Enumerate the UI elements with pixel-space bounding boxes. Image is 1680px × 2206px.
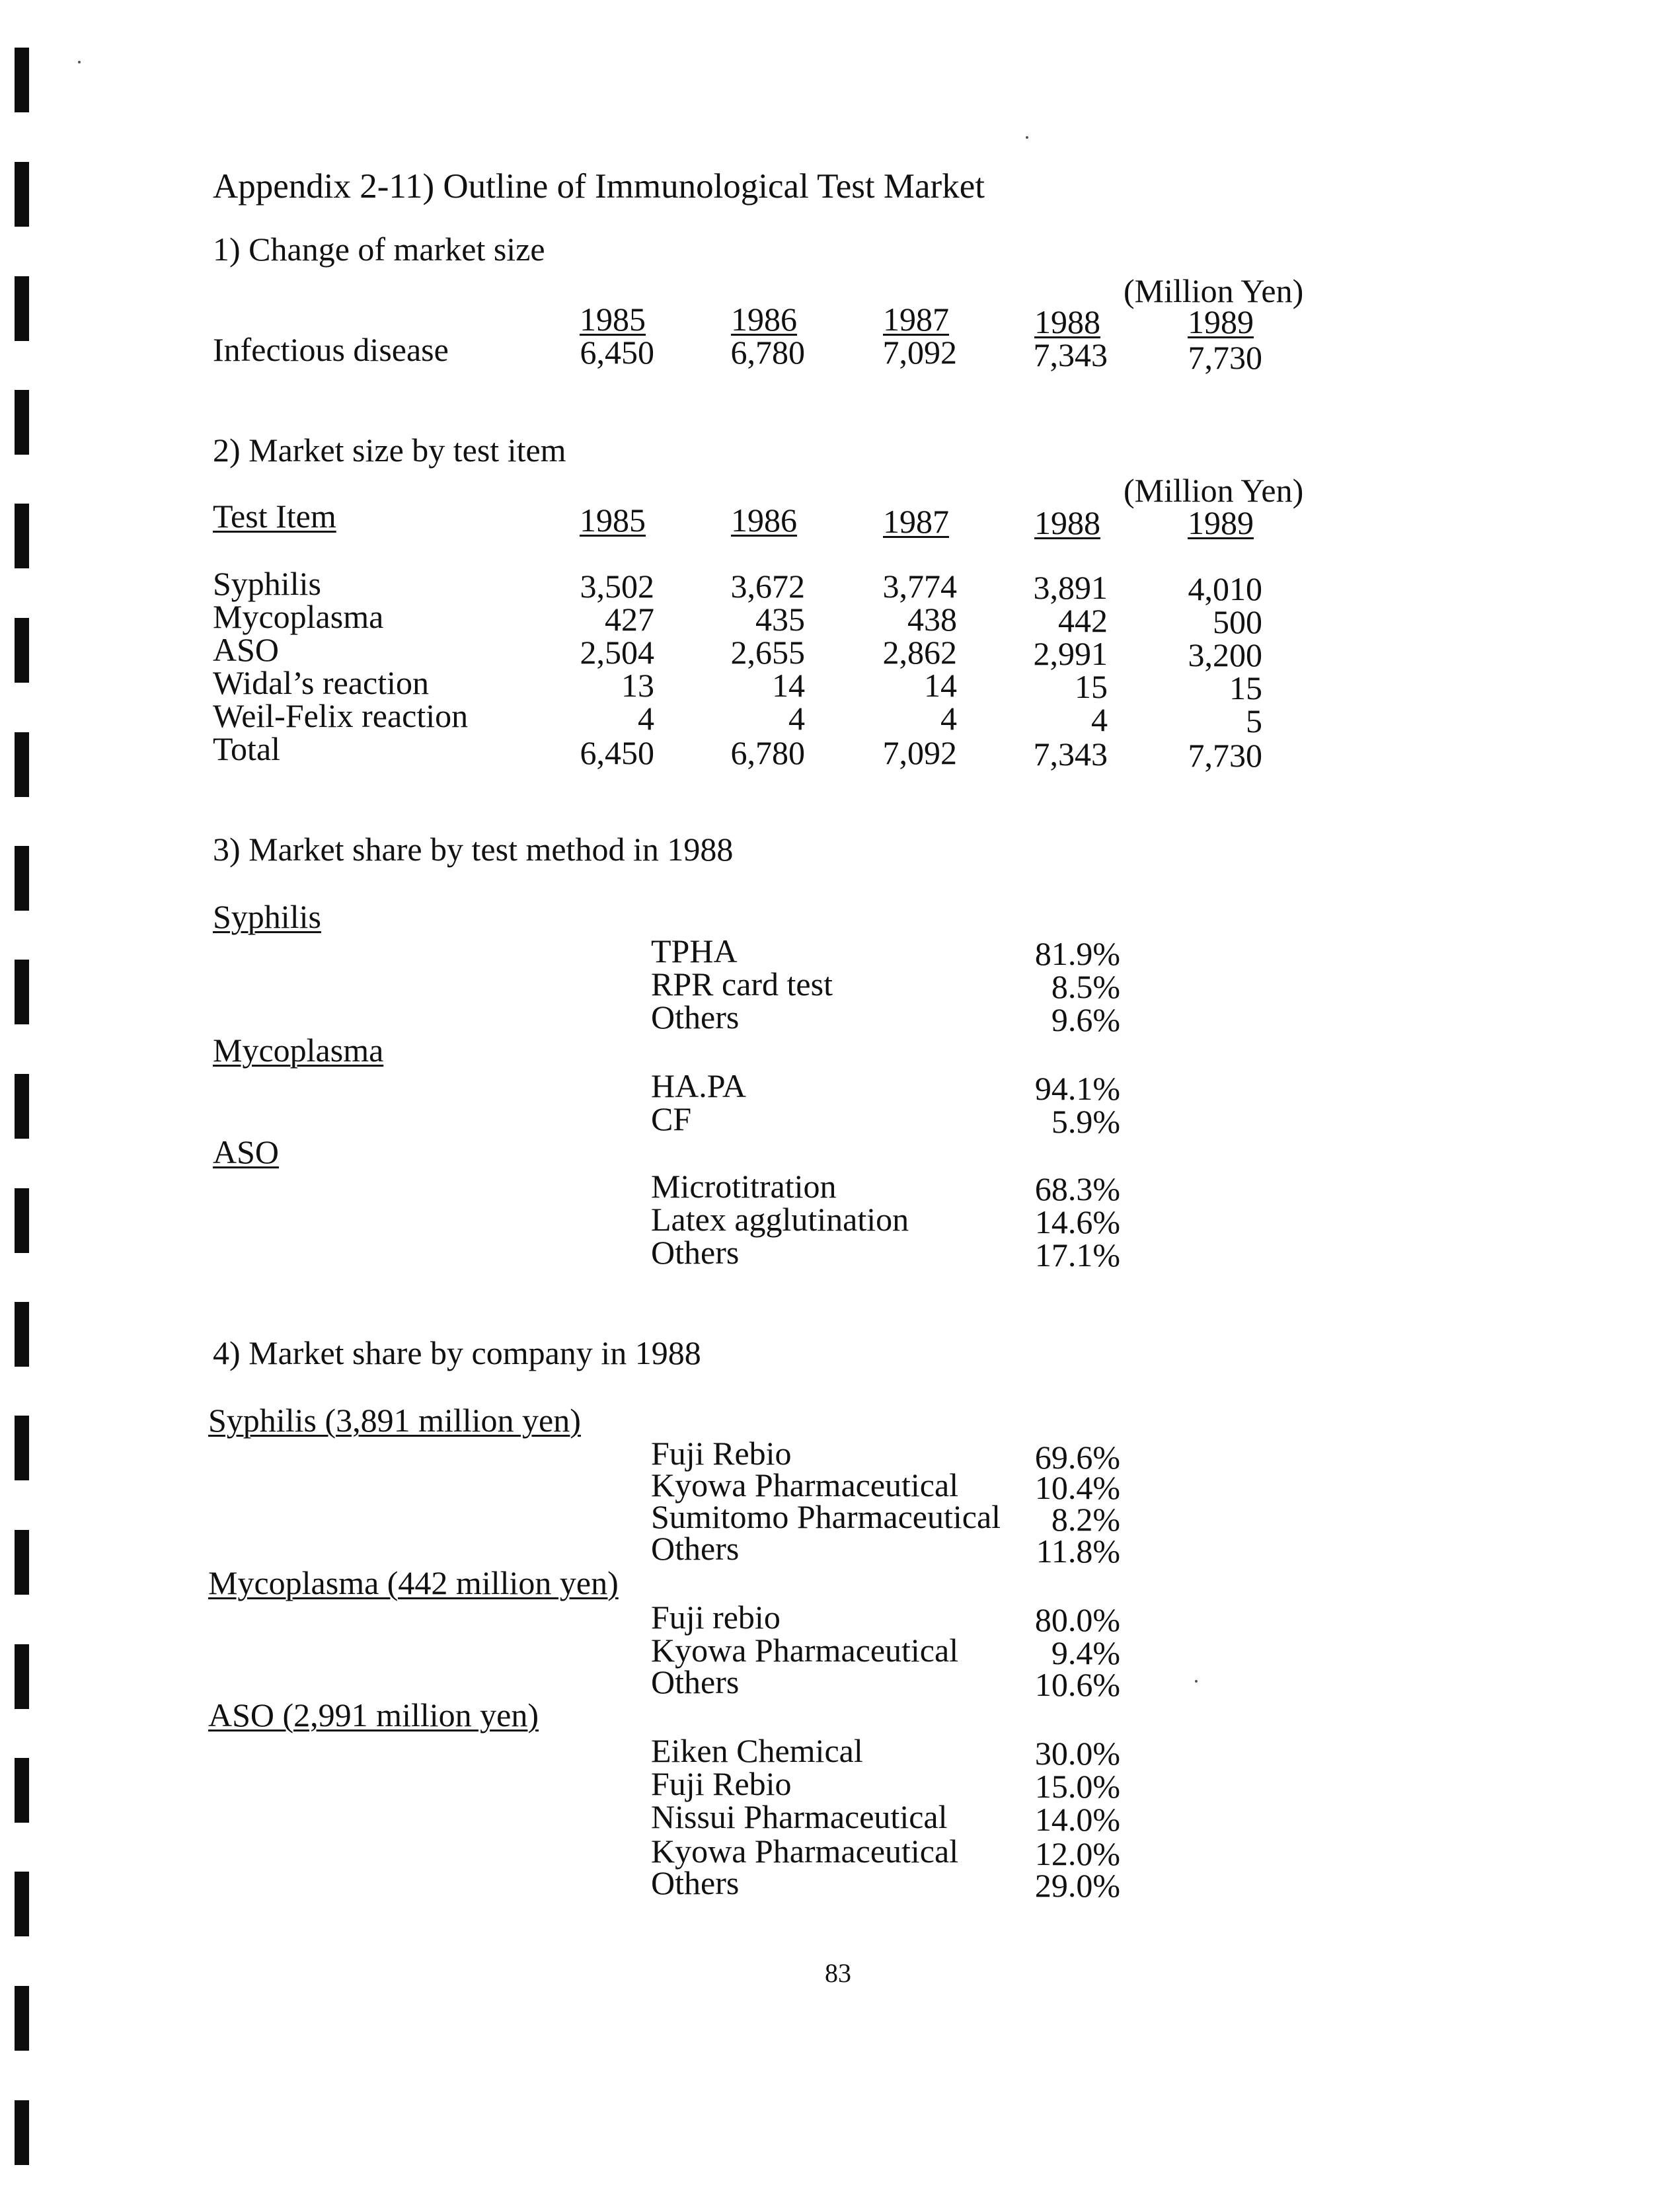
section3-item-label: HA.PA — [651, 1067, 747, 1104]
section2-year: 1986 — [731, 502, 797, 539]
section1-value: 6,450 — [580, 334, 654, 371]
section2-cell: 14 — [772, 667, 805, 704]
section1-unit: (Million Yen) — [1124, 272, 1304, 309]
section1-year: 1989 — [1188, 303, 1254, 340]
binder-mark — [15, 1644, 29, 1709]
section4-item-label: Kyowa Pharmaceutical — [651, 1833, 959, 1870]
section1-year: 1988 — [1034, 303, 1100, 340]
binder-mark — [15, 1188, 29, 1253]
scan-speck — [1026, 136, 1028, 139]
section2-row-label: Weil-Felix reaction — [213, 697, 469, 734]
page-title: Appendix 2-11) Outline of Immunological Test Market — [213, 167, 985, 206]
section2-cell: 7,730 — [1188, 737, 1262, 774]
section2-cell: 2,504 — [580, 634, 654, 671]
section2-cell: 3,774 — [882, 568, 957, 605]
section3-item-label: Others — [651, 999, 740, 1036]
section3-item-label: Latex agglutination — [651, 1201, 909, 1238]
section1-value: 7,730 — [1188, 339, 1262, 376]
section4-item-share: 80.0% — [1034, 1601, 1120, 1638]
section2-cell: 13 — [621, 667, 654, 704]
section2-cell: 442 — [1058, 602, 1108, 639]
section4-item-share: 12.0% — [1034, 1835, 1120, 1872]
section2-cell: 7,092 — [882, 734, 957, 771]
binder-mark — [15, 1302, 29, 1367]
section3-item-share: 5.9% — [1051, 1103, 1120, 1140]
binder-mark — [15, 1530, 29, 1595]
section2-row-label: Syphilis — [213, 565, 321, 602]
section2-heading: 2) Market size by test item — [213, 432, 566, 469]
section2-cell: 15 — [1075, 668, 1108, 705]
section4-item-label: Kyowa Pharmaceutical — [651, 1632, 959, 1669]
section2-row-label: Total — [213, 730, 281, 767]
section4-item-share: 29.0% — [1034, 1867, 1120, 1904]
section4-item-label: Others — [651, 1530, 740, 1567]
section2-cell: 3,502 — [580, 568, 654, 605]
section2-row-label: Widal’s reaction — [213, 664, 430, 701]
section3-item-label: TPHA — [651, 932, 738, 970]
scan-speck — [1195, 1680, 1198, 1683]
section2-cell: 4 — [1091, 701, 1108, 738]
binder-mark — [15, 1416, 29, 1480]
section4-item-label: Others — [651, 1663, 740, 1700]
section2-unit: (Million Yen) — [1124, 472, 1304, 509]
binder-mark — [15, 390, 29, 455]
section1-heading: 1) Change of market size — [213, 231, 545, 268]
section2-cell: 4,010 — [1188, 570, 1262, 607]
binder-mark — [15, 960, 29, 1024]
binder-mark — [15, 2100, 29, 2165]
section4-item-share: 69.6% — [1034, 1439, 1120, 1476]
section2-year: 1985 — [580, 502, 646, 539]
section4-item-share: 10.6% — [1034, 1666, 1120, 1703]
section1-year: 1986 — [731, 301, 797, 338]
section2-cell: 2,862 — [882, 634, 957, 671]
section3-item-share: 94.1% — [1034, 1070, 1120, 1107]
section3-group-name: Mycoplasma — [213, 1032, 384, 1069]
section3-item-share: 14.6% — [1034, 1203, 1120, 1240]
binder-mark — [15, 162, 29, 227]
section4-heading: 4) Market share by company in 1988 — [213, 1334, 701, 1371]
section2-cell: 4 — [940, 700, 957, 737]
section2-cell: 2,655 — [730, 634, 805, 671]
page-number: 83 — [825, 1958, 851, 1988]
section4-item-label: Others — [651, 1864, 740, 1901]
binder-mark — [15, 276, 29, 341]
binder-mark — [15, 504, 29, 568]
section3-item-share: 68.3% — [1034, 1170, 1120, 1207]
section4-item-label: Eiken Chemical — [651, 1732, 863, 1769]
section4-item-label: Fuji rebio — [651, 1599, 781, 1636]
section4-item-label: Fuji Rebio — [651, 1435, 792, 1472]
section4-item-label: Sumitomo Pharmaceutical — [651, 1498, 1001, 1535]
section4-item-share: 15.0% — [1034, 1768, 1120, 1805]
section3-item-label: Microtitration — [651, 1168, 837, 1205]
section2-cell: 500 — [1213, 603, 1262, 640]
section4-item-share: 10.4% — [1034, 1469, 1120, 1506]
section2-year: 1989 — [1188, 504, 1254, 541]
section4-group-name: Mycoplasma (442 million yen) — [208, 1564, 619, 1601]
binder-mark — [15, 1074, 29, 1139]
section2-cell: 435 — [755, 601, 805, 638]
section2-year: 1988 — [1034, 504, 1100, 541]
section3-group-name: Syphilis — [213, 898, 321, 935]
section4-item-share: 11.8% — [1036, 1533, 1120, 1570]
section1-value: 7,343 — [1033, 336, 1108, 373]
section3-item-share: 81.9% — [1034, 935, 1120, 972]
section4-group-name: Syphilis (3,891 million yen) — [208, 1402, 581, 1439]
binder-mark — [15, 1872, 29, 1936]
section2-cell: 4 — [638, 700, 654, 737]
section2-year: 1987 — [883, 503, 949, 540]
section4-item-share: 9.4% — [1051, 1634, 1120, 1671]
section3-group-name: ASO — [213, 1133, 280, 1170]
section3-item-label: Others — [651, 1234, 740, 1271]
section2-cell: 14 — [924, 667, 957, 704]
section1-year: 1987 — [883, 301, 949, 338]
section2-cell: 7,343 — [1033, 736, 1108, 773]
section2-cell: 427 — [605, 601, 654, 638]
section4-item-label: Kyowa Pharmaceutical — [651, 1466, 959, 1503]
scan-speck — [78, 61, 81, 63]
section3-item-label: RPR card test — [651, 966, 833, 1003]
binder-mark — [15, 48, 29, 112]
binder-mark — [15, 1758, 29, 1823]
section2-cell: 15 — [1229, 669, 1262, 706]
section2-cell: 4 — [788, 700, 805, 737]
section3-item-share: 9.6% — [1051, 1001, 1120, 1038]
section4-group-name: ASO (2,991 million yen) — [208, 1696, 539, 1733]
section2-cell: 2,991 — [1033, 635, 1108, 672]
section2-cell: 3,672 — [730, 568, 805, 605]
section1-value: 7,092 — [882, 334, 957, 371]
binder-mark — [15, 732, 29, 797]
section3-item-label: CF — [651, 1100, 692, 1137]
section4-item-label: Fuji Rebio — [651, 1765, 792, 1802]
section2-cell: 3,200 — [1188, 636, 1262, 673]
section2-col-header: Test Item — [213, 498, 336, 535]
section4-item-share: 8.2% — [1051, 1501, 1120, 1538]
section1-value: 6,780 — [730, 334, 805, 371]
section4-item-share: 14.0% — [1034, 1801, 1120, 1838]
binder-mark — [15, 846, 29, 911]
section2-cell: 6,450 — [580, 734, 654, 771]
section4-item-share: 30.0% — [1034, 1735, 1120, 1772]
section2-row-label: ASO — [213, 631, 280, 668]
section3-heading: 3) Market share by test method in 1988 — [213, 831, 734, 868]
section2-cell: 438 — [907, 601, 957, 638]
section2-row-label: Mycoplasma — [213, 598, 384, 635]
section2-cell: 3,891 — [1033, 569, 1108, 606]
section1-row-label: Infectious disease — [213, 331, 449, 368]
binder-mark — [15, 1986, 29, 2051]
section3-item-share: 17.1% — [1034, 1236, 1120, 1274]
section2-cell: 5 — [1246, 703, 1262, 740]
section2-cell: 6,780 — [730, 734, 805, 771]
section3-item-share: 8.5% — [1051, 968, 1120, 1005]
section4-item-label: Nissui Pharmaceutical — [651, 1798, 948, 1835]
section1-year: 1985 — [580, 301, 646, 338]
binder-mark — [15, 618, 29, 683]
